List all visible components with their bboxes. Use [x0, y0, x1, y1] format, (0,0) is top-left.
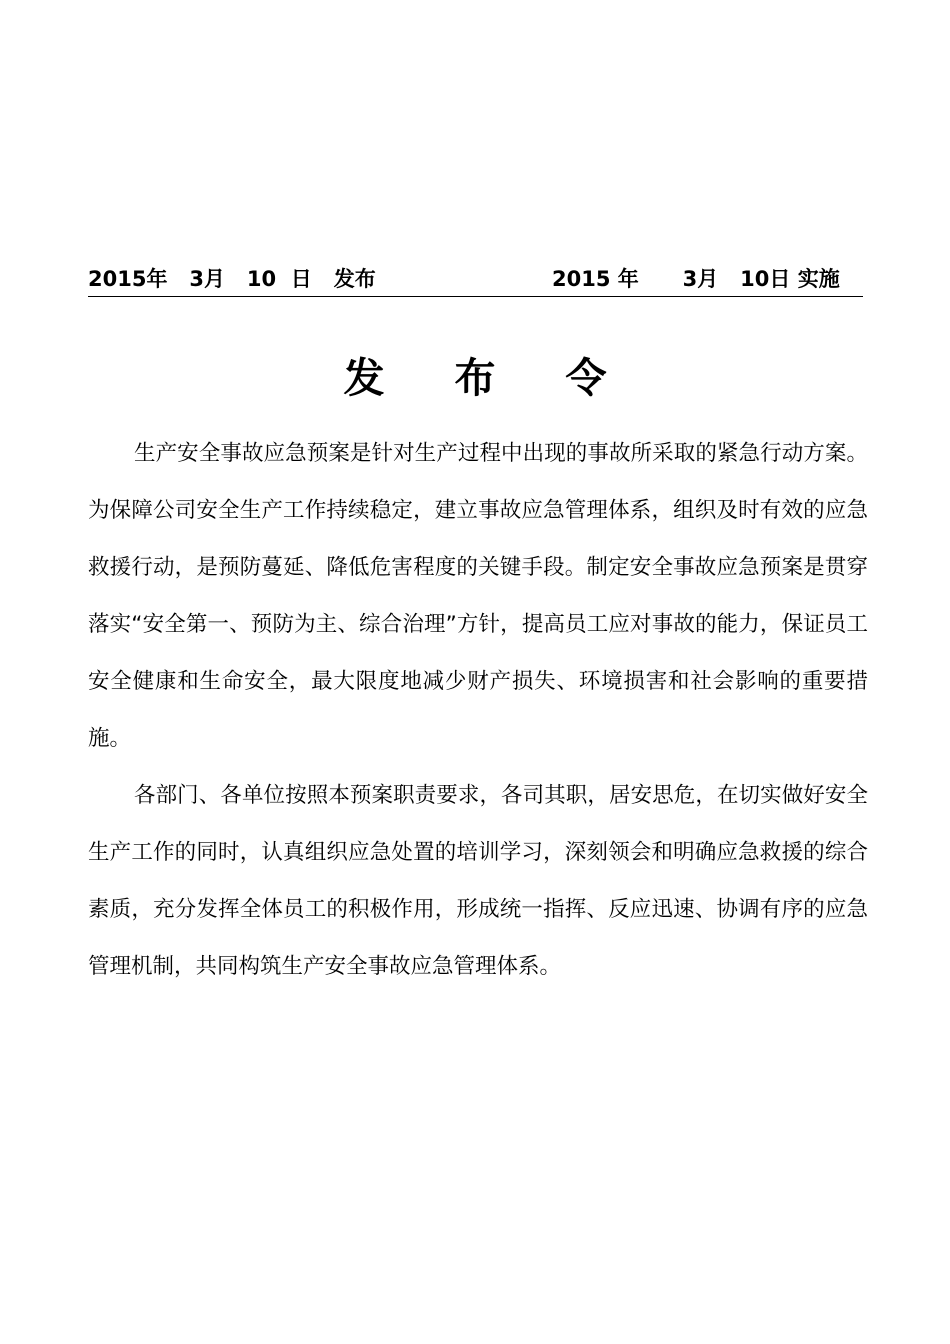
paragraph: 各部门、各单位按照本预案职责要求，各司其职，居安思危，在切实做好安全生产工作的同时，认真组织应急处置的培训学习，深刻领会和明确应急救援的综合素质，充分发挥全体员工的积极作用，形成统一指挥、反应迅速、协调有序的应急管理机制，共同构筑生产安全事故应急管理体系。: [88, 783, 868, 979]
effective-date: 2015 年 3月 10日 实施: [552, 267, 840, 291]
publish-date: 2015年 3月 10 日 发布: [88, 267, 376, 291]
date-line: [88, 262, 863, 297]
document-title: 发布令: [343, 354, 677, 402]
paragraph: 生产安全事故应急预案是针对生产过程中出现的事故所采取的紧急行动方案。为保障公司安全生产工作持续稳定，建立事故应急管理体系，组织及时有效的应急救援行动，是预防蔓延、降低危害程度的关键手段。制定安全事故应急预案是贯穿落实“安全第一、预防为主、综合治理”方针，提高员工应对事故的能力，保证员工安全健康和生命安全，最大限度地减少财产损失、环境损害和社会影响的重要措施。: [88, 441, 868, 751]
document-body: [88, 425, 868, 995]
